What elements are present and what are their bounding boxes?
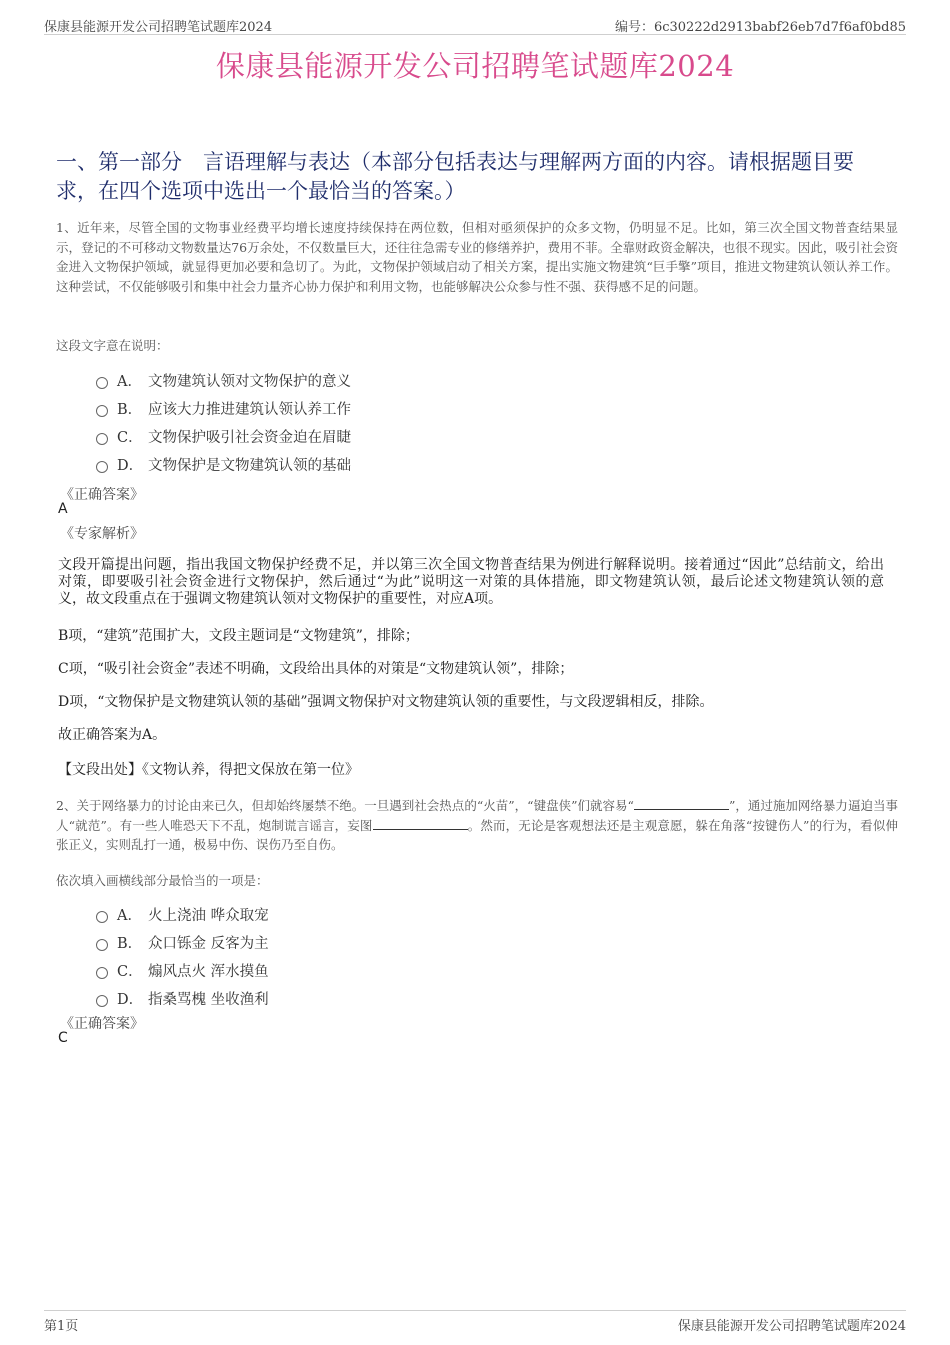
radio-icon[interactable] xyxy=(96,405,108,417)
analysis-label: 《专家解析》 xyxy=(60,526,144,542)
analysis-paragraph: 文段开篇提出问题，指出我国文物保护经费不足，并以第三次全国文物普查结果为例进行解释说明。接着通过“因此”总结前文，给出对策，即要吸引社会资金进行文物保护，然后通过“为此”说明这一对策的具体措施，即文物建筑认领，最后论述文物建筑认领的意义，故文段重点在于强调文物建筑认领对文物保护的重要性，对应A项。 xyxy=(58,557,884,607)
radio-icon[interactable] xyxy=(96,461,108,473)
page-number: 第1页 xyxy=(44,1319,79,1334)
option-d[interactable]: D． 指桑骂槐 坐收渔利 xyxy=(96,988,496,1012)
question-1-prompt: 这段文字意在说明： xyxy=(56,338,169,353)
section-heading: 一、第一部分 言语理解与表达（本部分包括表达与理解两方面的内容。请根据题目要求，在四个选项中选出一个最恰当的答案。） xyxy=(56,150,854,203)
option-c[interactable]: C． 文物保护吸引社会资金迫在眉睫 xyxy=(96,426,496,454)
option-b[interactable]: B． 众口铄金 反客为主 xyxy=(96,932,496,960)
analysis-paragraph: D项，“文物保护是文物建筑认领的基础”强调文物保护对文物建筑认领的重要性，与文段逻辑相反，排除。 xyxy=(58,694,714,710)
footer-title: 保康县能源开发公司招聘笔试题库2024 xyxy=(677,1319,906,1334)
option-d[interactable]: D． 文物保护是文物建筑认领的基础 xyxy=(96,454,496,482)
question-2-text: 2、关于网络暴力的讨论由来已久，但却始终屡禁不绝。一旦遇到社会热点的“火苗”，“键盘侠”们就容易“ ”，通过施加网络暴力逼迫当事人“就范”。有一些人唯恐天下不乱，炮制谎言谣言，妄图 。然而，无论是客观想法还是主观意愿，躲在角落“按键伤人”的行为，看似伸张正义，实则乱打一通，极易中伤、误伤乃至自伤。 xyxy=(56,798,898,852)
fill-blank xyxy=(634,797,729,810)
question-2-options xyxy=(96,904,496,1012)
radio-icon[interactable] xyxy=(96,995,108,1007)
radio-icon[interactable] xyxy=(96,377,108,389)
page-footer xyxy=(44,1310,906,1334)
answer-value: A xyxy=(58,501,68,517)
option-a[interactable]: A． 文物建筑认领对文物保护的意义 xyxy=(96,370,496,398)
option-a[interactable]: A． 火上浇油 哗众取宠 xyxy=(96,904,496,932)
radio-icon[interactable] xyxy=(96,939,108,951)
document-title: 保康县能源开发公司招聘笔试题库2024 xyxy=(215,49,735,83)
header-serial: 编号：6c30222d2913babf26eb7d7f6af0bd85 xyxy=(614,20,906,35)
radio-icon[interactable] xyxy=(96,911,108,923)
header-title: 保康县能源开发公司招聘笔试题库2024 xyxy=(44,20,273,35)
fill-blank xyxy=(373,817,468,830)
analysis-paragraph: C项，“吸引社会资金”表述不明确，文段给出具体的对策是“文物建筑认领”，排除； xyxy=(58,661,574,677)
question-1-text: 1、近年来，尽管全国的文物事业经费平均增长速度持续保持在两位数，但相对亟须保护的众多文物，仍明显不足。比如，第三次全国文物普查结果显示，登记的不可移动文物数量达76万余处，不仅数量巨大，还往往急需专业的修缮养护，费用不菲。全靠财政资金解决，也很不现实。因此，吸引社会资金进入文物保护领域，就显得更加必要和急切了。为此，文物保护领域启动了相关方案，提出实施文物建筑“巨手擎”项目，推进文物建筑认领认养工作。这种尝试，不仅能够吸引和集中社会力量齐心协力保护和利用文物，也能够解决公众参与性不强、获得感不足的问题。 xyxy=(56,220,898,294)
answer-label: 《正确答案》 xyxy=(60,1016,144,1032)
question-2-prompt: 依次填入画横线部分最恰当的一项是： xyxy=(56,873,269,888)
radio-icon[interactable] xyxy=(96,433,108,445)
question-1-options xyxy=(96,370,496,482)
radio-icon[interactable] xyxy=(96,967,108,979)
answer-value: C xyxy=(58,1030,68,1046)
page-header xyxy=(44,14,906,35)
analysis-paragraph: B项，“建筑”范围扩大，文段主题词是“文物建筑”，排除； xyxy=(58,628,419,644)
answer-label: 《正确答案》 xyxy=(60,487,144,503)
source-note: 【文段出处】《文物认养，得把文保放在第一位》 xyxy=(58,762,359,778)
option-b[interactable]: B． 应该大力推进建筑认领认养工作 xyxy=(96,398,496,426)
option-c[interactable]: C． 煽风点火 浑水摸鱼 xyxy=(96,960,496,988)
analysis-paragraph: 故正确答案为A。 xyxy=(58,727,167,743)
